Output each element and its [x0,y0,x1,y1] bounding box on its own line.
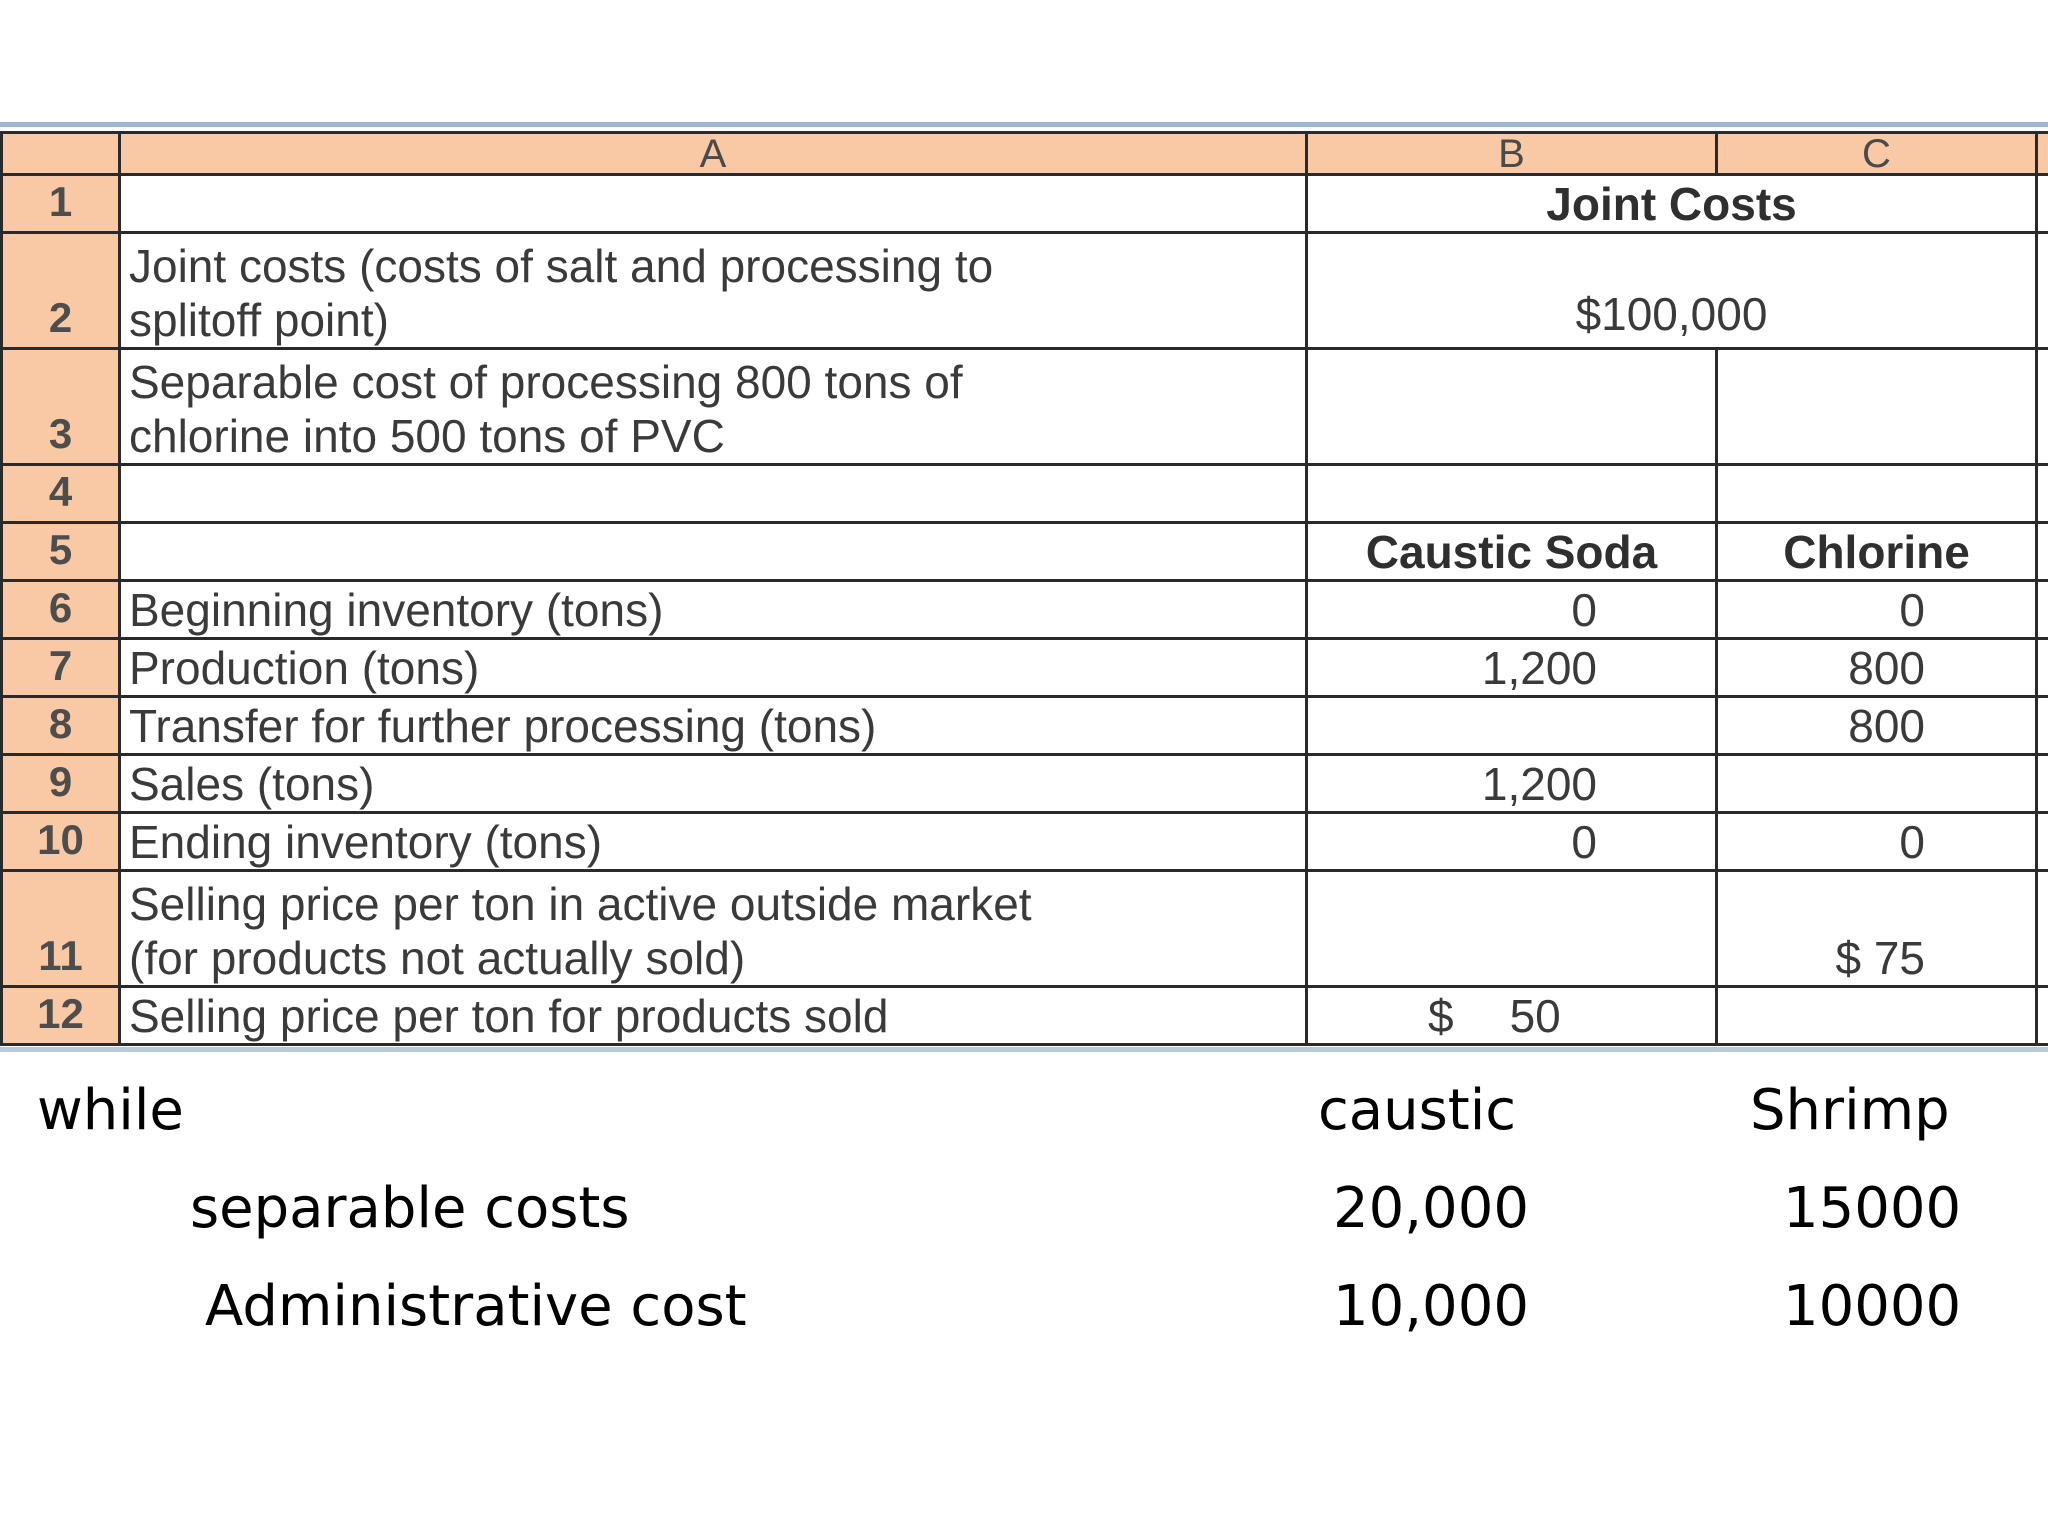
cell-a10[interactable] [121,814,1308,872]
cell-d6[interactable] [2038,582,2048,640]
cell-c10[interactable]: 0 [1718,814,2038,872]
row-header-5[interactable]: 5 [3,524,121,582]
cell-a8-text: Transfer for further processing (tons) [129,700,877,752]
cell-a2-line1: Joint costs (costs of salt and processing to [129,240,994,292]
row-header-2[interactable]: 2 [3,234,121,350]
cell-a3[interactable] [121,350,1308,466]
row-header-10[interactable]: 10 [3,814,121,872]
row-header-1[interactable]: 1 [3,176,121,234]
notes-col1-header: caustic [1318,1078,1517,1143]
cell-b4[interactable] [1308,466,1718,524]
cell-b8[interactable] [1308,698,1718,756]
cell-b2-joint-cost-value[interactable]: $100,000 [1308,234,2038,350]
cell-a9-text: Sales (tons) [129,758,375,810]
cell-a8[interactable] [121,698,1308,756]
cell-b12-currency: $ [1428,990,1454,1042]
column-header-c[interactable]: C [1718,134,2038,176]
cell-c12[interactable] [1718,988,2038,1046]
cell-a12[interactable] [121,988,1308,1046]
column-header-b[interactable]: B [1308,134,1718,176]
row-header-9[interactable]: 9 [3,756,121,814]
cell-c8[interactable]: 800 [1718,698,2038,756]
cell-b7[interactable]: 1,200 [1308,640,1718,698]
cell-b11[interactable] [1308,872,1718,988]
notes-row-admin-caustic: 10,000 [1333,1274,1529,1339]
cell-d1[interactable] [2038,176,2048,234]
notes-row-admin-label: Administrative cost [205,1274,747,1339]
cell-a11-line1: Selling price per ton in active outside market [129,878,1032,930]
row-header-3[interactable]: 3 [3,350,121,466]
cell-a9[interactable] [121,756,1308,814]
row-header-6[interactable]: 6 [3,582,121,640]
cell-a7[interactable] [121,640,1308,698]
cell-c9[interactable] [1718,756,2038,814]
notes-row-separable-caustic: 20,000 [1333,1176,1529,1241]
cell-d3[interactable] [2038,350,2048,466]
cell-d9[interactable] [2038,756,2048,814]
cell-c7[interactable]: 800 [1718,640,2038,698]
cell-b1-joint-costs[interactable]: Joint Costs [1308,176,2038,234]
cell-b12[interactable] [1308,988,1718,1046]
column-header-a[interactable]: A [121,134,1308,176]
spreadsheet [0,122,2048,1052]
row-header-4[interactable]: 4 [3,466,121,524]
cell-a12-text: Selling price per ton for products sold [129,990,889,1042]
cell-b10[interactable]: 0 [1308,814,1718,872]
row-header-11[interactable]: 11 [3,872,121,988]
column-header-d[interactable] [2038,134,2048,176]
cell-a6-text: Beginning inventory (tons) [129,584,664,636]
cell-d10[interactable] [2038,814,2048,872]
notes-heading: while [37,1078,184,1143]
cell-d7[interactable] [2038,640,2048,698]
notes-row-separable-shrimp: 15000 [1783,1176,1962,1241]
cell-a10-text: Ending inventory (tons) [129,816,603,868]
cell-c6[interactable]: 0 [1718,582,2038,640]
cell-c4[interactable] [1718,466,2038,524]
cell-a2-line2: splitoff point) [129,294,389,346]
cell-d8[interactable] [2038,698,2048,756]
cell-d4[interactable] [2038,466,2048,524]
cell-a1[interactable] [121,176,1308,234]
row-header-7[interactable]: 7 [3,640,121,698]
spreadsheet-grid [0,131,2048,1046]
select-all-corner[interactable] [3,134,121,176]
cell-c3[interactable] [1718,350,2038,466]
notes-row-separable-label: separable costs [190,1176,630,1241]
cell-b5-caustic-soda[interactable]: Caustic Soda [1308,524,1718,582]
row-header-8[interactable]: 8 [3,698,121,756]
cell-d5[interactable] [2038,524,2048,582]
cell-b6[interactable]: 0 [1308,582,1718,640]
cell-a3-line2: chlorine into 500 tons of PVC [129,410,725,462]
row-header-12[interactable]: 12 [3,988,121,1046]
cell-d2[interactable] [2038,234,2048,350]
cell-a2[interactable] [121,234,1308,350]
cell-b3[interactable] [1308,350,1718,466]
notes-row-admin-shrimp: 10000 [1783,1274,1962,1339]
cell-a3-line1: Separable cost of processing 800 tons of [129,356,963,408]
cell-b12-value: 50 [1509,990,1561,1042]
cell-d12[interactable] [2038,988,2048,1046]
cell-a6[interactable] [121,582,1308,640]
cell-c5-chlorine[interactable]: Chlorine [1718,524,2038,582]
cell-a11[interactable] [121,872,1308,988]
cell-a7-text: Production (tons) [129,642,480,694]
notes-col2-header: Shrimp [1750,1078,1950,1143]
cell-b9[interactable]: 1,200 [1308,756,1718,814]
cell-c11[interactable]: $ 75 [1718,872,2038,988]
cell-a5[interactable] [121,524,1308,582]
cell-a4[interactable] [121,466,1308,524]
cell-a11-line2: (for products not actually sold) [129,932,746,984]
cell-d11[interactable] [2038,872,2048,988]
